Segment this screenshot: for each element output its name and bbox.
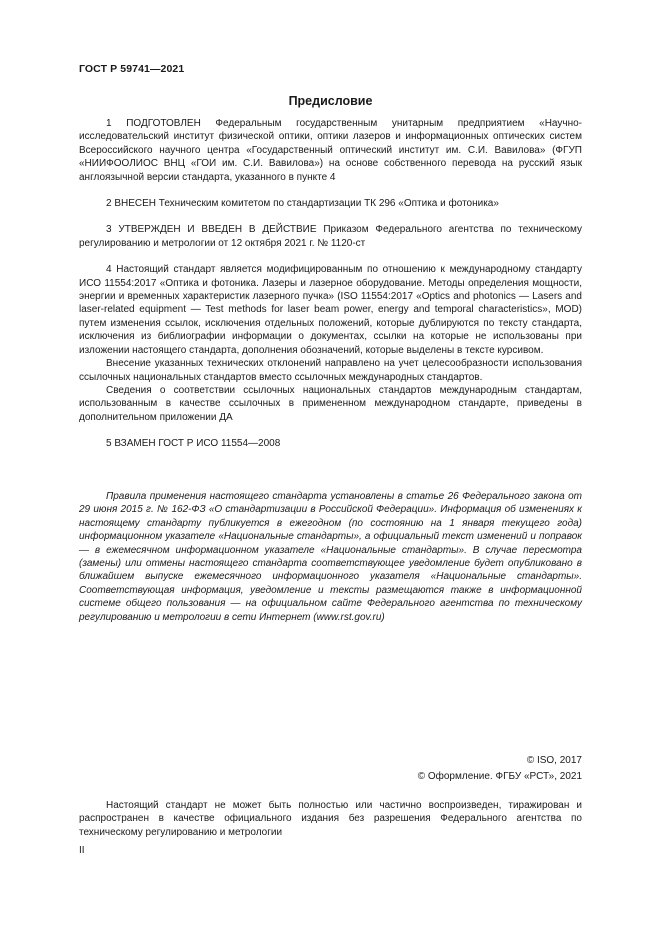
copyright-iso: © ISO, 2017	[526, 755, 582, 766]
standard-code-header: ГОСТ Р 59741—2021	[79, 63, 185, 75]
notice-text: Правила применения настоящего стандарта установлены в статье 26 Федерального закона от 29 июня 2015 г. № 162-ФЗ «О стандартизации в Российской Федерации». Информация об изменениях к настоящему стандарту публикуется в ежегодном (по состоянию на 1 января текущего года) информационном указателе «Национальные стандарты», а официальный текст изменений и поправок — в ежемесячном информационном указателе «Национальные стандарты». В случае пересмотра (замены) или отмены настоящего стандарта соответствующее уведомление будет опубликовано в ближайшем выпуске ежемесячного информационного указателя «Национальные стандарты». Соответствующая информация, уведомление и тексты размещаются также в информационной системе общего пользования — на официальном сайте Федерального агентства по техническому регулированию и метрологии в сети Интернет (www.rst.gov.ru)	[79, 491, 582, 623]
copyright-rst: © Оформление. ФГБУ «РСТ», 2021	[417, 771, 582, 782]
item-5: 5 ВЗАМЕН ГОСТ Р ИСО 11554—2008	[106, 438, 281, 450]
item-2: 2 ВНЕСЕН Техническим комитетом по стандартизации ТК 296 «Оптика и фотоника»	[106, 198, 499, 210]
item-4-deviations: Внесение указанных технических отклонений направлено на учет целесообразности использования ссылочных национальных стандартов вместо ссылочных международных стандартов.	[79, 358, 582, 383]
page-number: II	[79, 845, 85, 856]
item-4-references: Сведения о соответствии ссылочных национальных стандартов международным стандартам, использованным в качестве ссылочных в примененном международном стандарте, приведены в дополнительном приложении ДА	[79, 384, 582, 423]
reproduction-notice	[79, 799, 582, 839]
copyright-block	[418, 753, 582, 785]
application-notice	[79, 490, 582, 624]
page-title: Предисловие	[288, 94, 373, 108]
foreword-body	[79, 117, 582, 451]
item-3: 3 УТВЕРЖДЕН И ВВЕДЕН В ДЕЙСТВИЕ Приказом Федерального агентства по техническому регулированию и метрологии от 12 октября 2021 г. № 1120-ст	[79, 224, 582, 249]
item-4: 4 Настоящий стандарт является модифицированным по отношению к международному стандарту ИСО 11554:2017 «Оптика и фотоника. Лазеры и лазерное оборудование. Методы определения мощности, энергии и временных характеристик лазерного пучка» (ISO 11554:2017 «Optics and photonics — Lasers and laser-related equipment — Test methods for laser beam power, energy and temporal characteristics», MOD) путем изменения ссылок, исключения отдельных положений, которые дублируются по тексту стандарта, исключения из библиографии информации о документах, ссылки на которые не использованы при изложении настоящего стандарта, дополнения обозначений, которые выделены в тексте курсивом.	[79, 264, 582, 356]
item-1: 1 ПОДГОТОВЛЕН Федеральным государственным унитарным предприятием «Научно-исследовательский институт физической оптики, оптики лазеров и информационных оптических систем Всероссийского научного центра «Государственный оптический институт им. С.И. Вавилова» (ФГУП «НИИФООЛИОС ВНЦ «ГОИ им. С.И. Вавилова») на основе собственного перевода на русский язык англоязычной версии стандарта, указанного в пункте 4	[79, 118, 582, 183]
reproduction-text: Настоящий стандарт не может быть полностью или частично воспроизведен, тиражирован и распространен в качестве официального издания без разрешения Федерального агентства по техническому регулированию и метрологии	[79, 800, 582, 838]
